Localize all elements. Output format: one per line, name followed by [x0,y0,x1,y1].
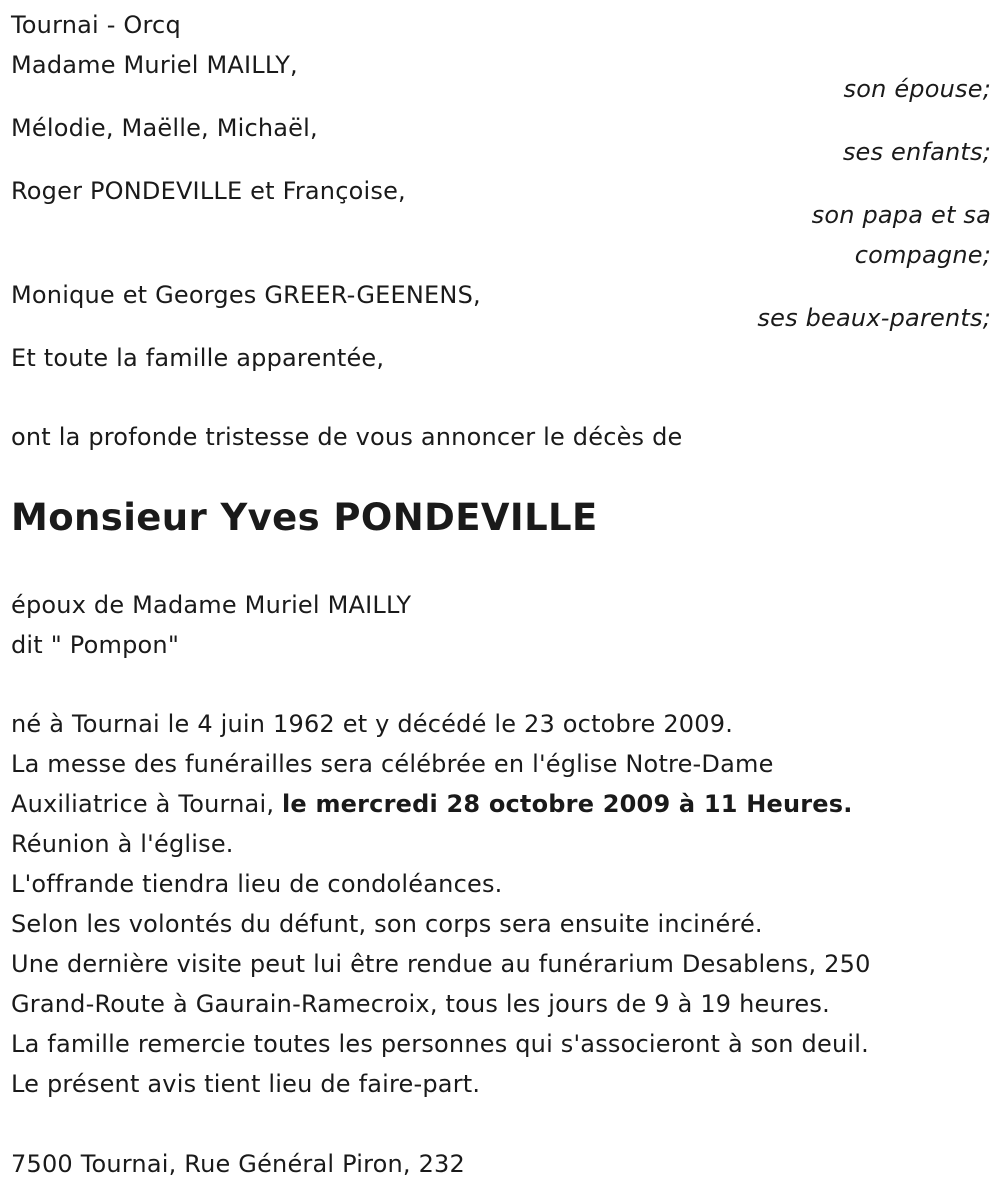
thanks-line: La famille remercie toutes les personnes qui s'associeront à son deuil. [11,1030,869,1058]
deceased-name: Monsieur Yves PONDEVILLE [11,496,598,539]
mass-line-2 [11,784,853,824]
location-header: Tournai - Orcq [11,11,181,39]
address-line: 7500 Tournai, Rue Général Piron, 232 [11,1150,466,1178]
mass-line-2-prefix: Auxiliatrice à Tournai, [11,790,282,818]
nickname-line: dit " Pompon" [11,631,180,659]
announcement-text: ont la profonde tristesse de vous annoncer le décès de [11,423,683,451]
relation-father-line2: compagne; [854,241,991,269]
family-member-spouse: Madame Muriel MAILLY, [11,51,298,79]
family-member-father: Roger PONDEVILLE et Françoise, [11,177,406,205]
mass-line-1: La messe des funérailles sera célébrée en l'église Notre-Dame [11,750,774,778]
cremation-line: Selon les volontés du défunt, son corps sera ensuite incinéré. [11,910,763,938]
relation-children: ses enfants; [842,138,991,166]
birth-death-line: né à Tournai le 4 juin 1962 et y décédé le 23 octobre 2009. [11,710,734,738]
relation-father-line1: son papa et sa [811,201,991,229]
funeral-date-time: le mercredi 28 octobre 2009 à 11 Heures. [281,790,853,818]
family-member-children: Mélodie, Maëlle, Michaël, [11,114,318,142]
meeting-line: Réunion à l'église. [11,830,234,858]
family-extended: Et toute la famille apparentée, [11,344,385,372]
relation-in-laws: ses beaux-parents; [757,304,991,332]
family-member-in-laws: Monique et Georges GREER-GEENENS, [11,281,481,309]
notice-line: Le présent avis tient lieu de faire-part. [11,1070,481,1098]
spouse-line: époux de Madame Muriel MAILLY [11,591,412,619]
visit-line-2: Grand-Route à Gaurain-Ramecroix, tous les jours de 9 à 19 heures. [11,990,830,1018]
visit-line-1: Une dernière visite peut lui être rendue au funérarium Desablens, 250 [11,950,871,978]
offering-line: L'offrande tiendra lieu de condoléances. [11,870,503,898]
relation-spouse: son épouse; [843,75,991,103]
